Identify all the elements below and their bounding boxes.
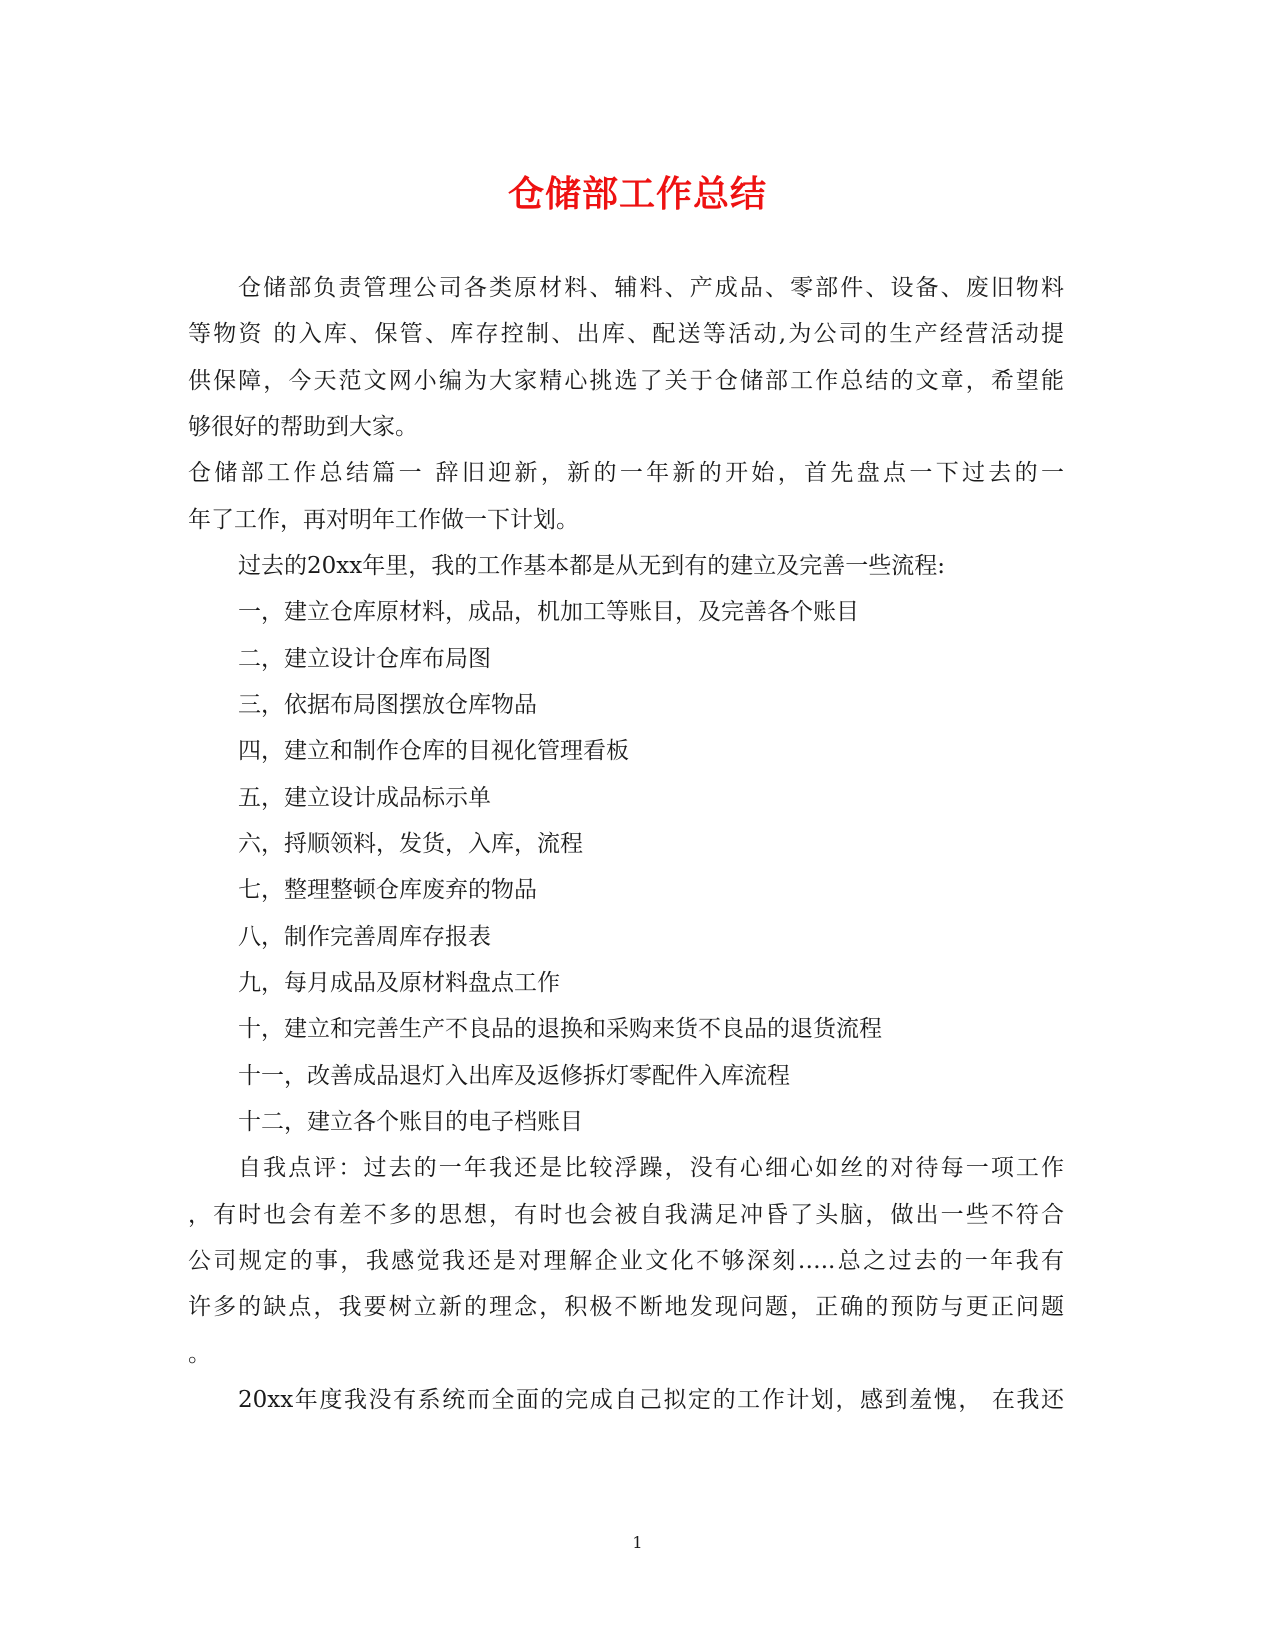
paragraph-line: 20xx年度我没有系统而全面的完成自己拟定的工作计划，感到羞愧， 在我还	[238, 1387, 1064, 1413]
list-item: 五，建立设计成品标示单	[238, 785, 491, 811]
list-item: 四，建立和制作仓库的目视化管理看板	[238, 738, 629, 764]
paragraph-line: ，有时也会有差不多的思想，有时也会被自我满足冲昏了头脑，做出一些不符合	[188, 1202, 1064, 1228]
list-item: 二，建立设计仓库布局图	[238, 646, 491, 672]
list-item: 七，整理整顿仓库废弃的物品	[238, 877, 537, 903]
document-title: 仓储部工作总结	[507, 173, 767, 215]
list-item: 九，每月成品及原材料盘点工作	[238, 970, 560, 996]
paragraph-line: 仓储部工作总结篇一 辞旧迎新，新的一年新的开始，首先盘点一下过去的一	[188, 460, 1064, 486]
list-item: 六，捋顺领料，发货，入库，流程	[238, 831, 583, 857]
page-number: 1	[632, 1533, 643, 1552]
paragraph-line: 。	[188, 1341, 211, 1367]
paragraph-line: 许多的缺点，我要树立新的理念，积极不断地发现问题，正确的预防与更正问题	[188, 1294, 1064, 1320]
paragraph-line: 自我点评：过去的一年我还是比较浮躁，没有心细心如丝的对待每一项工作	[238, 1155, 1064, 1181]
paragraph-line: 年了工作，再对明年工作做一下计划。	[188, 507, 579, 533]
paragraph-line: 等物资 的入库、保管、库存控制、出库、配送等活动,为公司的生产经营活动提	[188, 321, 1064, 347]
paragraph-line: 公司规定的事，我感觉我还是对理解企业文化不够深刻…..总之过去的一年我有	[188, 1248, 1064, 1274]
list-item: 十，建立和完善生产不良品的退换和采购来货不良品的退货流程	[238, 1016, 882, 1042]
list-item: 八，制作完善周库存报表	[238, 924, 491, 950]
paragraph-line: 供保障，今天范文网小编为大家精心挑选了关于仓储部工作总结的文章，希望能	[188, 368, 1064, 394]
paragraph-line: 够很好的帮助到大家。	[188, 414, 418, 440]
list-item: 十二，建立各个账目的电子档账目	[238, 1109, 583, 1135]
paragraph-line: 过去的20xx年里，我的工作基本都是从无到有的建立及完善一些流程:	[238, 553, 945, 579]
paragraph-line: 仓储部负责管理公司各类原材料、辅料、产成品、零部件、设备、废旧物料	[238, 275, 1064, 301]
list-item: 十一，改善成品退灯入出库及返修拆灯零配件入库流程	[238, 1063, 790, 1089]
list-item: 三，依据布局图摆放仓库物品	[238, 692, 537, 718]
list-item: 一，建立仓库原材料，成品，机加工等账目，及完善各个账目	[238, 599, 859, 625]
